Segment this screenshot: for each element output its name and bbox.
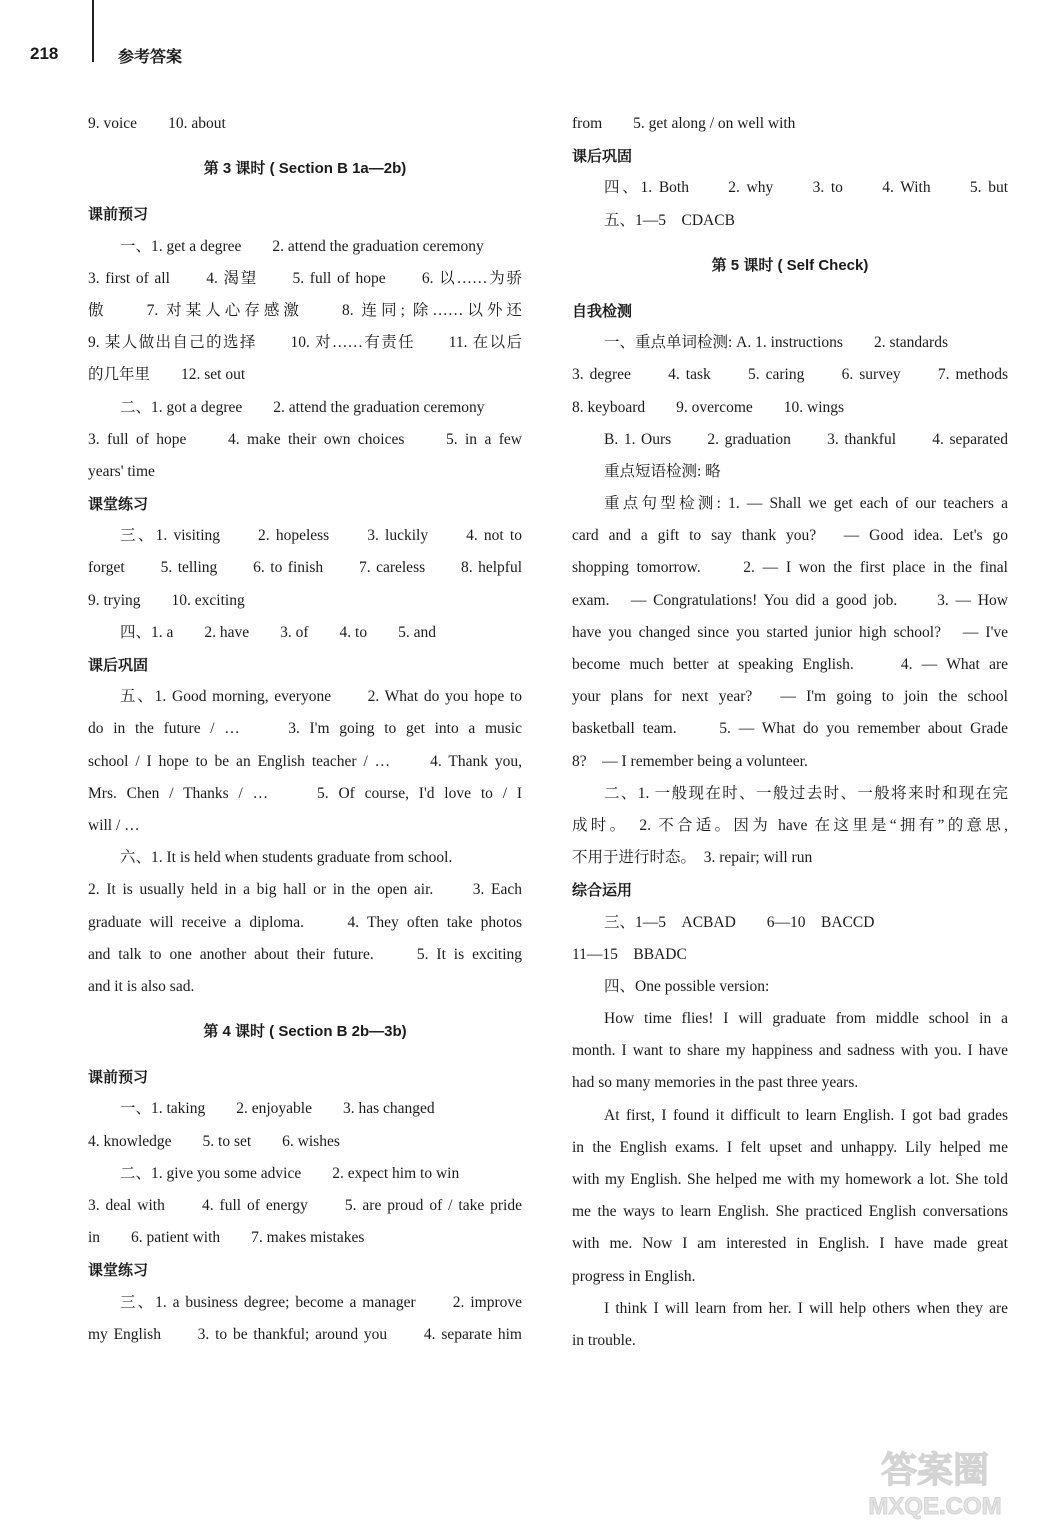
answer-line: 二、1. give you some advice 2. expect him to win [120,1164,460,1182]
answer-line: 4. knowledge 5. to set 6. wishes [88,1132,340,1150]
answer-line: become much better at speaking English. 4. — What are [572,656,1008,673]
answer-line: shopping tomorrow. 2. — I won the first place in the final [572,559,1008,577]
answer-line: my English 3. to be thankful; around you 4. separate him [88,1325,522,1343]
answer-line: exam. — Congratulations! You did a good job. 3. — How [572,591,1008,609]
header-divider [92,0,94,62]
answer-line: How time flies! I will graduate from middle school in a [604,1010,1008,1028]
answer-line: Mrs. Chen / Thanks / … 5. Of course, I'd love to / I [88,784,522,802]
answer-line: 二、1. got a degree 2. attend the graduation ceremony [120,398,485,416]
answer-line: will / … [88,816,140,834]
left-column [88,108,522,1351]
answer-line: 3. full of hope 4. make their own choices 5. in a few [88,430,522,448]
section-heading: 课前预习 [88,205,149,224]
answer-line: from 5. get along / on well with [572,115,796,132]
answer-line: 三、1. visiting 2. hopeless 3. luckily 4. not to [120,527,522,545]
answer-line: 四、1. a 2. have 3. of 4. to 5. and [120,623,436,641]
answer-line: 8. keyboard 9. overcome 10. wings [572,398,845,416]
answer-line: with me. Now I am interested in English. I have made great [572,1235,1008,1253]
answer-line: 三、1—5 ACBAD 6—10 BACCD [604,913,875,931]
answer-line: 不用于进行时态。 3. repair; will run [572,849,813,867]
answer-line: 五、1. Good morning, everyone 2. What do you hope to [120,688,522,706]
answer-line: with my English. She helped me with my homework a lot. She told [572,1171,1008,1188]
answer-line: in 6. patient with 7. makes mistakes [88,1229,365,1247]
answer-line: 成时。 2. 不合适。因为 have 在这里是“拥有”的意思, [572,816,1008,834]
answer-line: have you changed since you started junior high school? — I've [572,623,1008,641]
section-heading: 课堂练习 [88,495,149,514]
lesson-title: 第 5 课时 ( Self Check) [711,256,869,274]
answer-line: B. 1. Ours 2. graduation 3. thankful 4. separated [604,430,1008,448]
watermark-logo [850,1442,1020,1522]
answer-line: 9. trying 10. exciting [88,591,245,609]
section-heading: 课堂练习 [88,1261,149,1280]
answer-line: 一、1. get a degree 2. attend the graduation ceremony [120,237,484,255]
answer-line: 重点句型检测: 1. — Shall we get each of our teachers a [604,495,1008,513]
answer-line: 四、1. Both 2. why 3. to 4. With 5. but [604,179,1008,197]
answer-line: 11—15 BBADC [572,945,687,963]
section-heading: 课前预习 [88,1068,149,1087]
answer-line: basketball team. 5. — What do you remember about Grade [572,720,1008,738]
answer-line: 五、1—5 CDACB [604,211,735,229]
section-heading: 综合运用 [572,881,633,900]
answer-line: 四、One possible version: [604,977,770,995]
answer-line: card and a gift to say thank you? — Good idea. Let's go [572,527,1008,545]
answer-line: 9. voice 10. about [88,115,226,132]
answer-line: 3. first of all 4. 渴望 5. full of hope 6. 以……为骄 [88,269,522,287]
answer-line: 9. 某人做出自己的选择 10. 对……有责任 11. 在以后 [88,334,522,352]
answer-line: 的几年里 12. set out [88,366,246,384]
answer-line: 傲 7. 对某人心存感激 8. 连同; 除……以外还 [88,301,522,319]
answer-line: forget 5. telling 6. to finish 7. careless 8. helpful [88,559,522,577]
answer-line: 一、重点单词检测: A. 1. instructions 2. standards [604,334,948,352]
answer-line: your plans for next year? — I'm going to join the school [572,688,1008,706]
answer-line: school / I hope to be an English teacher / … 4. Thank you, [88,752,522,770]
answer-line: 三、1. a business degree; become a manager 2. improve [120,1293,522,1311]
answer-line: years' time [88,462,155,480]
answer-line: progress in English. [572,1267,696,1285]
lesson-title: 第 4 课时 ( Section B 2b—3b) [203,1023,407,1041]
answer-line: 3. deal with 4. full of energy 5. are proud of / take pride [88,1197,522,1214]
answer-line: month. I want to share my happiness and sadness with you. I have [572,1042,1008,1060]
answer-line: 8? — I remember being a volunteer. [572,752,808,770]
answer-line: graduate will receive a diploma. 4. They often take photos [88,913,522,931]
watermark-text-url: MXQE.COM [868,1493,1002,1520]
answer-line: 2. It is usually held in a big hall or in the open air. 3. Each [88,881,522,899]
answer-line: 二、1. 一般现在时、一般过去时、一般将来时和现在完 [604,784,1008,802]
answer-line: 3. degree 4. task 5. caring 6. survey 7. methods [572,366,1008,384]
answer-line: had so many memories in the past three years. [572,1074,859,1092]
page-header-title: 参考答案 [118,47,183,66]
answer-line: in trouble. [572,1331,636,1349]
watermark-text-cn: 答案圈 [880,1450,990,1491]
answer-line: I think I will learn from her. I will help others when they are [604,1299,1008,1317]
answer-line: and talk to one another about their future. 5. It is exciting [88,945,522,963]
section-heading: 自我检测 [572,301,633,320]
answer-line: 六、1. It is held when students graduate from school. [120,849,453,867]
section-heading: 课后巩固 [572,147,633,166]
answer-line: 一、1. taking 2. enjoyable 3. has changed [120,1100,435,1118]
right-column [572,108,1008,1357]
answer-line: 重点短语检测: 略 [604,462,721,480]
answer-line: At first, I found it difficult to learn English. I got bad grades [604,1106,1008,1124]
lesson-title: 第 3 课时 ( Section B 1a—2b) [203,160,407,178]
answer-line: and it is also sad. [88,977,195,995]
answer-line: in the English exams. I felt upset and unhappy. Lily helped me [572,1138,1008,1156]
section-heading: 课后巩固 [88,656,149,674]
answer-line: do in the future / … 3. I'm going to get into a music [88,720,522,738]
page-number: 218 [30,44,59,63]
answer-line: me the ways to learn English. She practiced English conversations [572,1203,1008,1221]
